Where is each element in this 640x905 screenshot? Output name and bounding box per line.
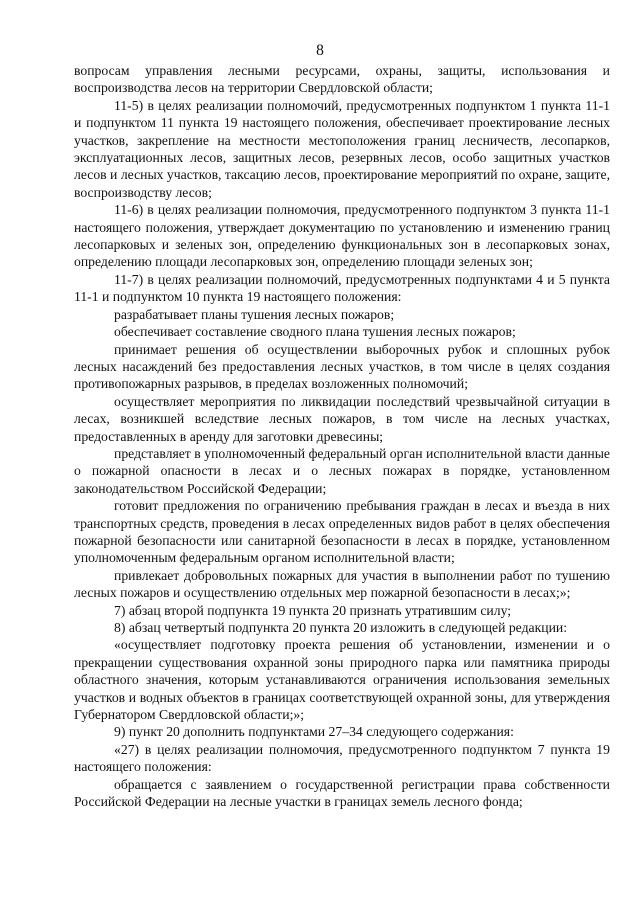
paragraph: вопросам управления лесными ресурсами, охраны, защиты, использования и воспроизводства лесов на территории Свердловской области; <box>74 63 610 96</box>
page-number: 8 <box>316 42 324 59</box>
paragraph: обращается с заявлением о государственной регистрации права собственности Российской Федерации на лесные участки в границах земель лесного фонда; <box>74 776 610 810</box>
document-body <box>74 62 610 810</box>
paragraph: 7) абзац второй подпункта 19 пункта 20 признать утратившим силу; <box>114 602 512 618</box>
paragraph: представляет в уполномоченный федеральный орган исполнительной власти данные о пожарной опасности в лесах и о лесных пожарах в порядке, установленном законодательством Российской Федерации; <box>74 445 610 496</box>
paragraph: обеспечивает составление сводного плана тушения лесных пожаров; <box>114 324 516 340</box>
paragraph: готовит предложения по ограничению пребывания граждан в лесах и въезда в них транспортных средств, проведения в лесах определенных видов работ в целях обеспечения пожарной безопасности или санитарной безопасности в лесах в порядке, установленном уполномоченным федеральным органом исполнительной власти; <box>74 498 610 566</box>
paragraph: 11-5) в целях реализации полномочий, предусмотренных подпунктом 1 пункта 11-1 и подпунктом 11 пункта 19 настоящего положения, обеспечивает проектирование лесных участков, закрепление на местности местоположения границ лесничеств, лесопарков, эксплуатационных лесов, защитных лесов, резервных лесов, особо защитных участков лесов и лесных участков, таксацию лесов, проектирование мероприятий по охране, защите, воспроизводству лесов; <box>74 97 610 200</box>
paragraph: разрабатывает планы тушения лесных пожаров; <box>114 306 395 322</box>
paragraph: принимает решения об осуществлении выборочных рубок и сплошных рубок лесных насаждений без предоставления лесных участков, в том числе в целях создания противопожарных разрывов, в пределах возложенных полномочий; <box>74 341 610 392</box>
paragraph: 11-7) в целях реализации полномочий, предусмотренных подпунктами 4 и 5 пункта 11-1 и подпунктом 10 пункта 19 настоящего положения: <box>74 271 610 305</box>
paragraph: привлекает добровольных пожарных для участия в выполнении работ по тушению лесных пожаров и осуществлению отдельных мер пожарной безопасности в лесах;»; <box>74 567 610 601</box>
paragraph: осуществляет мероприятия по ликвидации последствий чрезвычайной ситуации в лесах, возникшей вследствие лесных пожаров, в том числе на лесных участках, предоставленных в аренду для заготовки древесины; <box>74 393 610 444</box>
paragraph: 8) абзац четвертый подпункта 20 пункта 20 изложить в следующей редакции: <box>114 620 568 635</box>
paragraph: «27) в целях реализации полномочия, предусмотренного подпунктом 7 пункта 19 настоящего положения: <box>74 741 610 775</box>
paragraph: 11-6) в целях реализации полномочия, предусмотренного подпунктом 3 пункта 11-1 настоящего положения, утверждает документацию по установлению и изменению границ лесопарковых и зеленых зон, определению функциональных зон в лесопарковых зонах, определению площади лесопарковых зон, определению площади зеленых зон; <box>74 202 610 270</box>
paragraph: «осуществляет подготовку проекта решения об установлении, изменении и о прекращении существования охранной зоны природного парка или памятника природы областного значения, которым устанавливаются ограничения использования земельных участков и водных объектов в границах соответствующей охранной зоны, для утверждения Губернатором Свердловской области;»; <box>74 637 610 723</box>
paragraph: 9) пункт 20 дополнить подпунктами 27–34 следующего содержания: <box>114 724 514 740</box>
